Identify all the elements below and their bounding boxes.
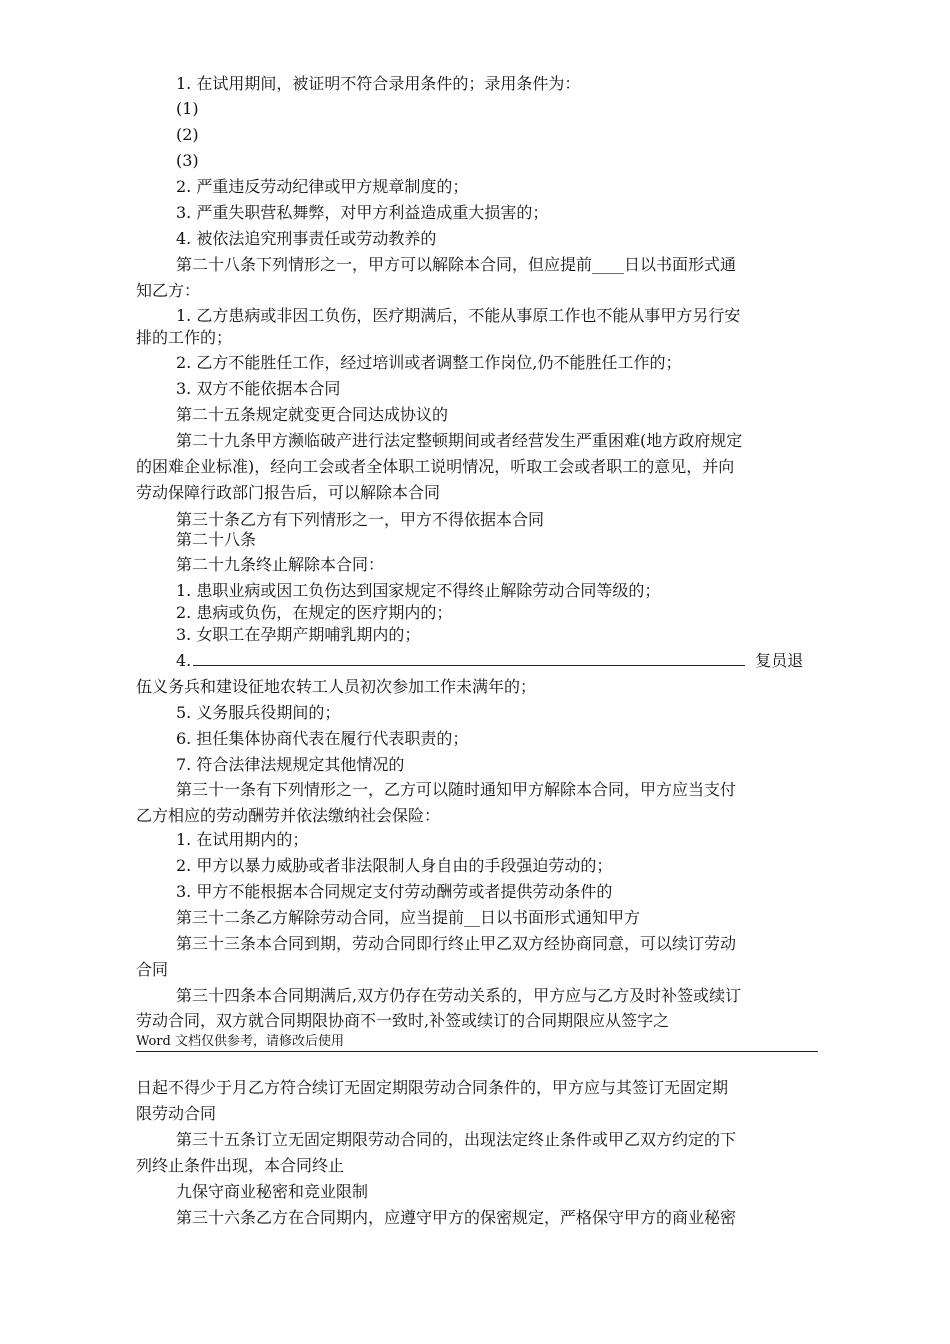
section-heading: 九保守商业秘密和竞业限制 [176, 1182, 369, 1201]
text-line: 第三十条乙方有下列情形之一，甲方不得依据本合同 [176, 510, 545, 529]
blank-field-line [176, 651, 803, 671]
text-line: 第三十二条乙方解除劳动合同，应当提前__日以书面形式通知甲方 [176, 908, 641, 927]
footer-divider [136, 1051, 818, 1052]
text-line: 6. 担任集体协商代表在履行代表职责的； [176, 729, 469, 748]
text-line: 限劳动合同 [136, 1104, 217, 1123]
text-line: 合同 [136, 960, 169, 979]
text-line: 伍义务兵和建设征地农转工人员初次参加工作未满年的； [136, 677, 537, 696]
text-line: 列终止条件出现，本合同终止 [136, 1156, 345, 1175]
text-line: 第二十八条下列情形之一，甲方可以解除本合同，但应提前____日以书面形式通 [176, 255, 737, 274]
text-line: 乙方相应的劳动酬劳并依法缴纳社会保险： [136, 806, 441, 825]
text-line: 7. 符合法律法规规定其他情况的 [176, 755, 405, 774]
text-line: 第二十九条终止解除本合同： [176, 555, 385, 574]
text-fragment: 复员退 [755, 651, 804, 670]
text-line: 知乙方： [136, 281, 201, 300]
text-line: 劳动保障行政部门报告后，可以解除本合同 [136, 483, 441, 502]
text-line: 1. 在试用期内的； [176, 830, 309, 849]
text-line: 2. 严重违反劳动纪律或甲方规章制度的； [176, 177, 469, 196]
text-line: 1. 在试用期间，被证明不符合录用条件的；录用条件为： [176, 74, 581, 93]
text-line: (1) [176, 99, 199, 118]
footer-note: Word 文档仅供参考，请修改后使用 [136, 1034, 344, 1049]
text-line: 3. 女职工在孕期产期哺乳期内的； [176, 625, 421, 644]
text-line: (3) [176, 151, 199, 170]
fill-in-blank [193, 651, 745, 666]
text-line: 1. 患职业病或因工负伤达到国家规定不得终止解除劳动合同等级的； [176, 581, 661, 600]
text-line: 2. 甲方以暴力威胁或者非法限制人身自由的手段强迫劳动的； [176, 856, 613, 875]
item-number: 4. [176, 651, 192, 670]
text-line: 2. 乙方不能胜任工作，经过培训或者调整工作岗位,仍不能胜任工作的； [176, 353, 682, 372]
text-line: 第二十九条甲方濒临破产进行法定整顿期间或者经营发生严重困难(地方政府规定 [176, 431, 743, 450]
text-line: 3. 严重失职营私舞弊，对甲方利益造成重大损害的； [176, 203, 549, 222]
text-line: 劳动合同，双方就合同期限协商不一致时,补签或续订的合同期限应从签字之 [136, 1011, 670, 1030]
text-line: 第三十四条本合同期满后,双方仍存在劳动关系的，甲方应与乙方及时补签或续订 [176, 986, 742, 1005]
text-line: 第二十八条 [176, 530, 257, 549]
text-line: 日起不得少于月乙方符合续订无固定期限劳动合同条件的，甲方应与其签订无固定期 [136, 1078, 729, 1097]
text-line: 1. 乙方患病或非因工负伤，医疗期满后，不能从事原工作也不能从事甲方另行安 [176, 306, 741, 325]
text-line: 3. 甲方不能根据本合同规定支付劳动酬劳或者提供劳动条件的 [176, 882, 613, 901]
text-line: (2) [176, 125, 199, 144]
text-line: 第三十六条乙方在合同期内，应遵守甲方的保密规定，严格保守甲方的商业秘密 [176, 1208, 737, 1227]
text-line: 第三十一条有下列情形之一，乙方可以随时通知甲方解除本合同，甲方应当支付 [176, 780, 737, 799]
text-line: 5. 义务服兵役期间的； [176, 703, 341, 722]
text-line: 排的工作的； [136, 328, 233, 347]
text-line: 第三十五条订立无固定期限劳动合同的，出现法定终止条件或甲乙双方约定的下 [176, 1130, 737, 1149]
text-line: 第二十五条规定就变更合同达成协议的 [176, 405, 449, 424]
text-line: 4. 被依法追究刑事责任或劳动教养的 [176, 229, 437, 248]
text-line: 3. 双方不能依据本合同 [176, 379, 341, 398]
text-line: 的困难企业标准)，经向工会或者全体职工说明情况，听取工会或者职工的意见，并向 [136, 457, 735, 476]
text-line: 2. 患病或负伤，在规定的医疗期内的； [176, 603, 453, 622]
text-line: 第三十三条本合同到期，劳动合同即行终止甲乙双方经协商同意，可以续订劳动 [176, 934, 737, 953]
